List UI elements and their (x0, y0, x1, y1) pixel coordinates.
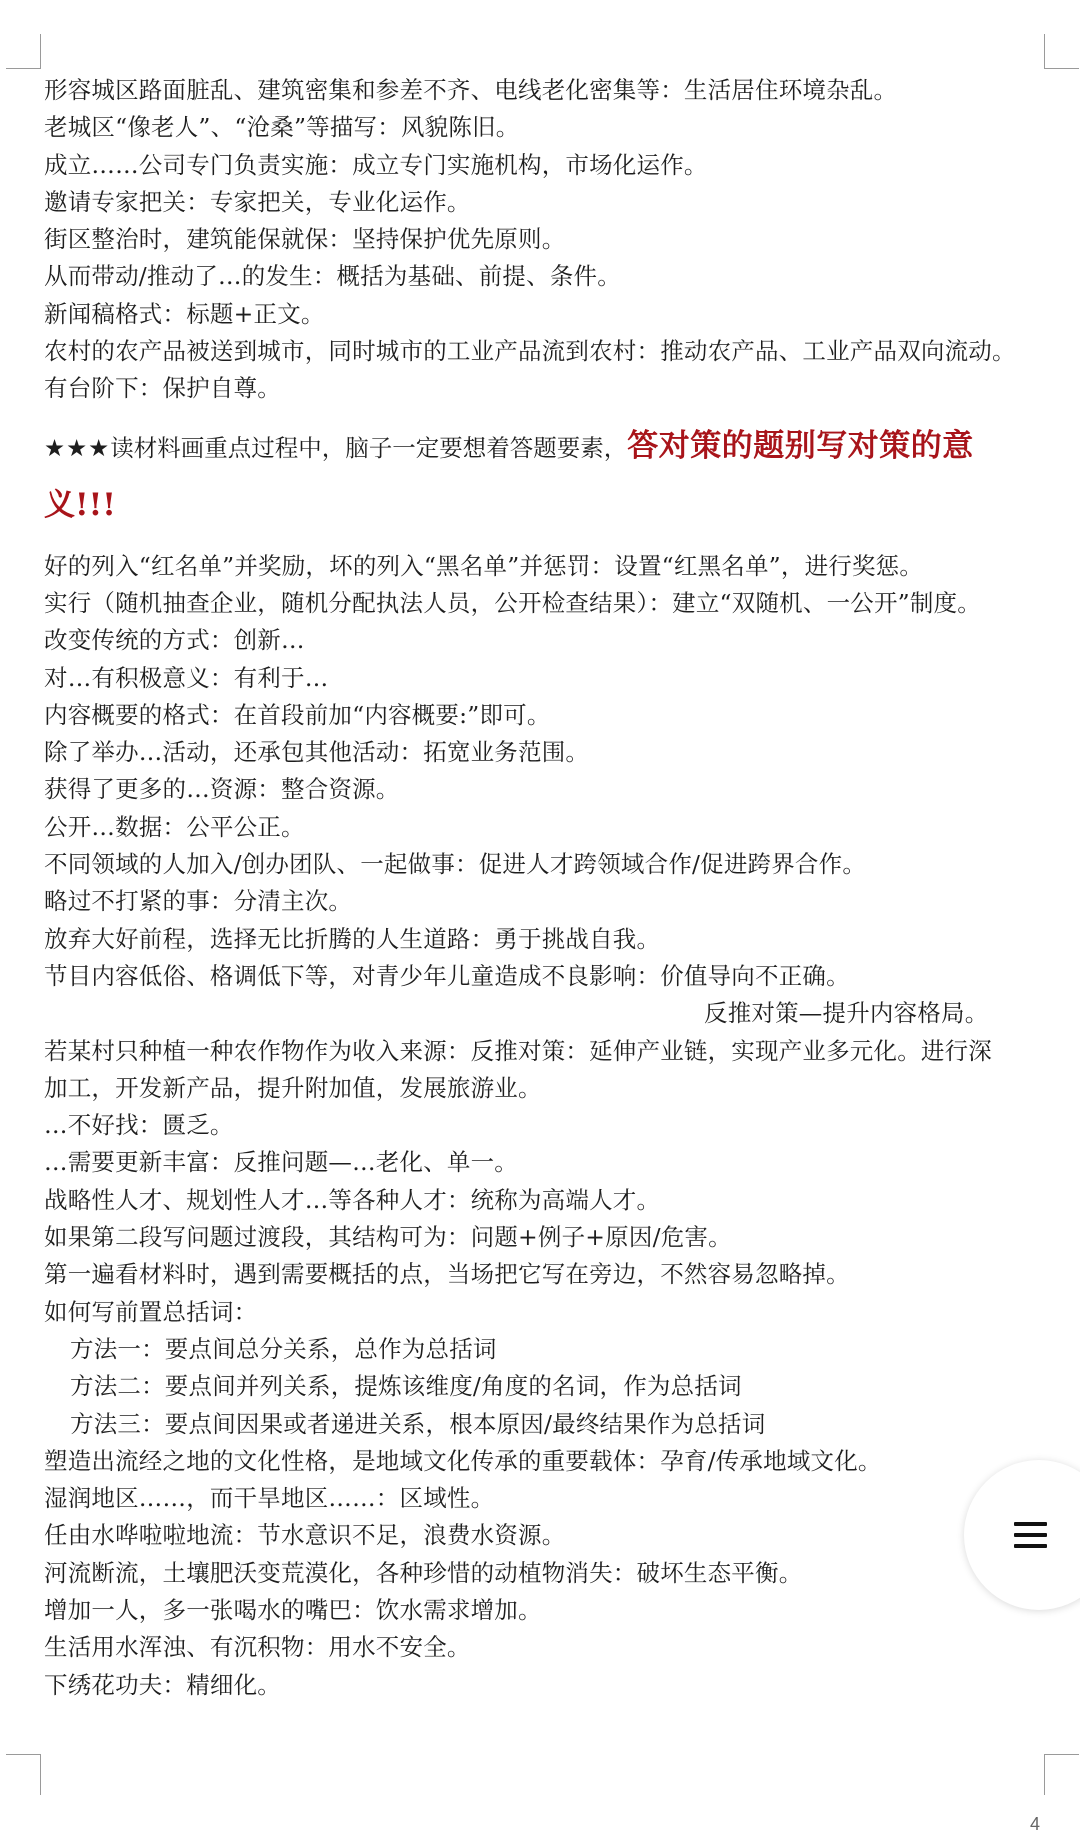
text-line: 如果第二段写问题过渡段，其结构可为：问题+例子+原因/危害。 (44, 1223, 732, 1252)
text-line: 节目内容低俗、格调低下等，对青少年儿童造成不良影响：价值导向不正确。 (44, 961, 850, 990)
document-body (44, 72, 1054, 1704)
method-line: 方法二：要点间并列关系，提炼该维度/角度的名词，作为总括词 (70, 1372, 742, 1401)
text-line: 好的列入“红名单”并奖励，坏的列入“黑名单”并惩罚：设置“红黑名单”，进行奖惩。 (44, 551, 924, 580)
crop-mark-bottom-left (6, 1754, 41, 1795)
text-line: 塑造出流经之地的文化性格，是地域文化传承的重要载体：孕育/传承地域文化。 (44, 1446, 882, 1475)
text-line: 放弃大好前程，选择无比折腾的人生道路：勇于挑战自我。 (44, 924, 661, 953)
text-line: …需要更新丰富：反推问题—…老化、单一。 (44, 1148, 518, 1177)
text-line: 新闻稿格式：标题+正文。 (44, 299, 325, 328)
highlight-emphasis-continuation: 义!!! (44, 486, 116, 523)
method-line: 方法一：要点间总分关系，总作为总括词 (70, 1334, 497, 1363)
text-line: 河流断流，土壤肥沃变荒漠化，各种珍惜的动植物消失：破坏生态平衡。 (44, 1558, 803, 1587)
section-bottom (44, 1443, 1054, 1704)
highlight-note (44, 420, 1054, 472)
text-line: 第一遍看材料时，遇到需要概括的点，当场把它写在旁边，不然容易忽略掉。 (44, 1260, 850, 1289)
highlight-emphasis-text: 答对策的题别写对策的意 (627, 427, 974, 464)
crop-mark-bottom-right (1044, 1754, 1079, 1795)
text-line: 加工，开发新产品，提升附加值，发展旅游业。 (44, 1073, 542, 1102)
page-number: 4 (1030, 1814, 1041, 1834)
text-line: 增加一人，多一张喝水的嘴巴：饮水需求增加。 (44, 1595, 542, 1624)
text-line: 除了举办…活动，还承包其他活动：拓宽业务范围。 (44, 738, 590, 767)
text-line: 湿润地区……，而干旱地区……：区域性。 (44, 1484, 495, 1513)
highlight-plain-text: 读材料画重点过程中，脑子一定要想着答题要素， (110, 433, 628, 462)
text-line: 对…有积极意义：有利于… (44, 663, 329, 692)
crop-mark-top-left (6, 34, 41, 69)
section-top (44, 72, 1054, 408)
text-line: 略过不打紧的事：分清主次。 (44, 887, 353, 916)
text-line: 街区整治时，建筑能保就保：坚持保护优先原则。 (44, 225, 566, 254)
method-line: 方法三：要点间因果或者递进关系，根本原因/最终结果作为总括词 (70, 1409, 766, 1438)
crop-mark-top-right (1044, 34, 1079, 69)
text-line: …不好找：匮乏。 (44, 1111, 234, 1140)
text-line: 不同领域的人加入/创办团队、一起做事：促进人才跨领域合作/促进跨界合作。 (44, 850, 867, 879)
text-line: 老城区“像老人”、“沧桑”等描写：风貌陈旧。 (44, 113, 520, 142)
text-line: 成立……公司专门负责实施：成立专门实施机构，市场化运作。 (44, 150, 708, 179)
text-line: 有台阶下：保护自尊。 (44, 374, 281, 403)
text-line: 获得了更多的…资源：整合资源。 (44, 775, 400, 804)
text-line-right-aligned: 反推对策—提升内容格局。 (704, 999, 989, 1028)
text-line: 农村的农产品被送到城市，同时城市的工业产品流到农村：推动农产品、工业产品双向流动。 (44, 337, 1016, 366)
section-middle (44, 548, 1054, 1033)
text-line: 改变传统的方式：创新… (44, 626, 305, 655)
text-line: 内容概要的格式：在首段前加“内容概要:”即可。 (44, 700, 551, 729)
text-line: 从而带动/推动了…的发生：概括为基础、前提、条件。 (44, 262, 621, 291)
text-line: 形容城区路面脏乱、建筑密集和参差不齐、电线老化密集等：生活居住环境杂乱。 (44, 76, 898, 104)
text-line: 邀请专家把关：专家把关，专业化运作。 (44, 187, 471, 216)
text-line: 战略性人才、规划性人才…等各种人才：统称为高端人才。 (44, 1185, 661, 1214)
text-line: 生活用水浑浊、有沉积物：用水不安全。 (44, 1633, 471, 1662)
text-line: 若某村只种植一种农作物作为收入来源：反推对策：延伸产业链，实现产业多元化。进行深 (44, 1036, 992, 1065)
section-lower (44, 1033, 1054, 1443)
star-rating-icon: ★★★ (44, 433, 111, 462)
text-line: 如何写前置总括词： (44, 1297, 258, 1326)
text-line: 下绣花功夫：精细化。 (44, 1670, 281, 1699)
text-line: 任由水哗啦啦地流：节水意识不足，浪费水资源。 (44, 1521, 566, 1550)
text-line: 公开…数据：公平公正。 (44, 812, 305, 841)
text-line: 实行（随机抽查企业，随机分配执法人员，公开检查结果）：建立“双随机、一公开”制度。 (44, 588, 981, 617)
